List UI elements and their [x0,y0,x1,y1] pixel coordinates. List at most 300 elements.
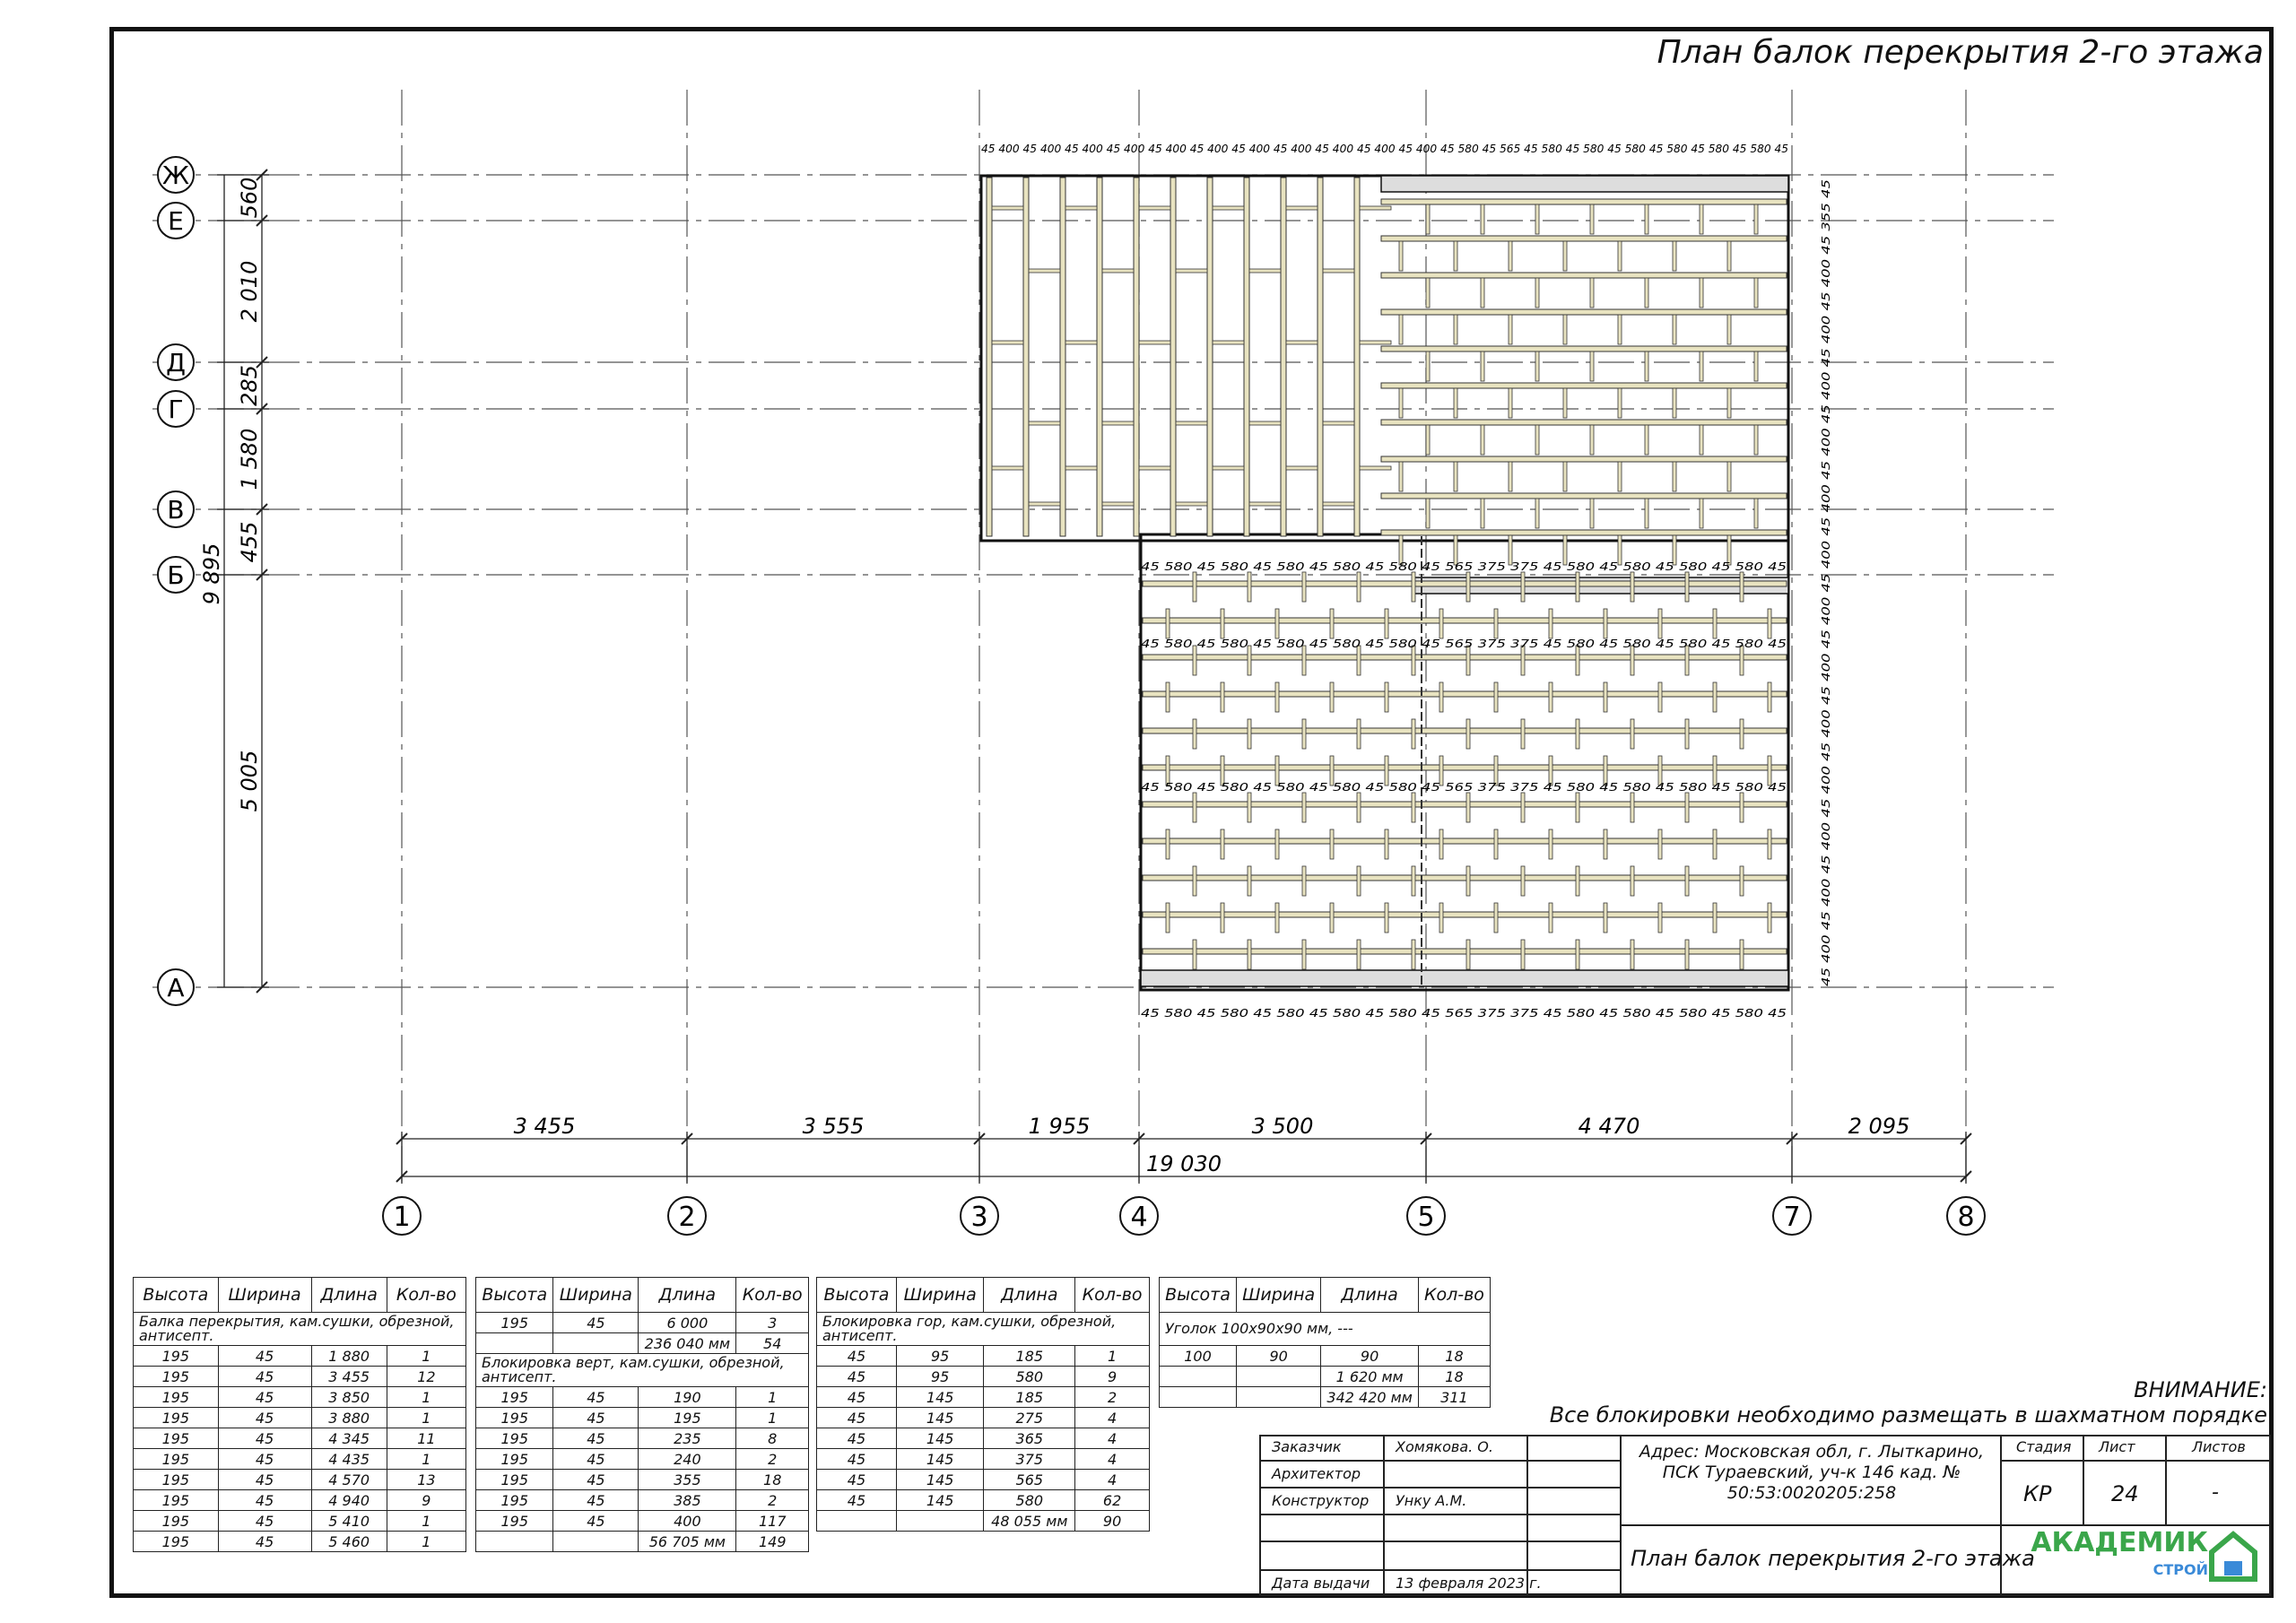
blocking [1563,315,1567,344]
architect-label: Архитектор [1272,1465,1361,1482]
axis-column-label: 8 [1957,1202,1975,1233]
blocking [1166,609,1170,638]
blocking [1248,940,1251,969]
table-row [134,1511,466,1532]
table-cell: 3 [736,1313,809,1333]
table-cell: 45 [553,1408,639,1428]
floor-beam [1381,346,1787,352]
blocking [1221,829,1224,859]
table-cell: 4 940 [311,1490,387,1511]
floor-beam [1381,236,1787,241]
blocking [1563,241,1567,271]
table-cell: 342 420 мм [1321,1387,1419,1408]
blocking [1323,269,1354,273]
table-header: Ширина [218,1278,311,1313]
table-header: Ширина [553,1278,639,1313]
blocking [1631,572,1634,602]
table-cell: 48 055 мм [984,1511,1075,1532]
dimension-chain-text: 45 580 45 580 45 580 45 580 45 580 45 565 375 375 45 580 45 580 45 580 45 580 45 [1141,638,1787,650]
table-cell: 9 [1075,1367,1150,1387]
table-cell: 62 [1075,1490,1150,1511]
table-cell: 45 [218,1408,311,1428]
blocking [1412,572,1415,602]
table-cell: 190 [639,1387,736,1408]
table-header: Ширина [1236,1278,1320,1313]
blocking [992,341,1023,344]
table-cell: 9 [387,1490,465,1511]
stage-label: Стадия [2016,1438,2072,1455]
blocking [1213,206,1244,210]
table-cell: 195 [134,1387,219,1408]
table-cell: 195 [639,1408,736,1428]
table-cell: 195 [134,1470,219,1490]
blocking [1700,278,1703,308]
table-row [817,1449,1150,1470]
blocking [1535,278,1539,308]
table-cell [896,1511,984,1532]
blocking [1357,719,1361,749]
sheets-label: Листов [2192,1438,2246,1455]
blocking [1302,719,1306,749]
table-row [817,1346,1150,1367]
table-cell: 185 [984,1346,1075,1367]
floor-beam [1244,178,1249,536]
table-cell: 95 [896,1367,984,1387]
table-cell: 4 [1075,1428,1150,1449]
table-cell: 4 570 [311,1470,387,1490]
table-cell [476,1532,553,1552]
table-cell: 195 [134,1346,219,1367]
blocking [1590,499,1594,528]
blocking [1302,793,1306,822]
floor-beam [1381,420,1787,425]
blocking [1713,903,1717,933]
table-cell: 90 [1321,1346,1419,1367]
blocking [1549,609,1552,638]
blocking [1426,499,1430,528]
blocking [1385,682,1388,712]
blocking [1323,502,1354,506]
table-header: Ширина [896,1278,984,1313]
table-cell: 4 [1075,1408,1150,1428]
floor-beam [1143,949,1787,954]
table-row [476,1387,809,1408]
blocking [1673,388,1676,418]
axis-row-label: В [167,495,185,525]
date-label: Дата выдачи [1272,1575,1370,1592]
table-cell: 145 [896,1428,984,1449]
blocking [1330,903,1334,933]
blocking [1549,829,1552,859]
table-cell: 385 [639,1490,736,1511]
table-cell: 145 [896,1449,984,1470]
customer-value: Хомякова. О. [1396,1438,1493,1455]
table-header: Кол-во [1418,1278,1490,1313]
blocking [1576,793,1579,822]
table-cell: 2 [736,1449,809,1470]
blocking [992,206,1023,210]
stage-value: КР [2023,1481,2052,1506]
table-cell: 45 [817,1408,897,1428]
blocking [1466,940,1470,969]
dimension-chain-text: 45 580 45 580 45 580 45 580 45 580 45 565 375 375 45 580 45 580 45 580 45 580 45 [1141,781,1787,794]
blocking [1029,421,1060,425]
blocking [1754,278,1758,308]
table-cell: 145 [896,1470,984,1490]
table-row [476,1449,809,1470]
table-group-title: Уголок 100х90х90 мм, --- [1160,1313,1491,1346]
table-cell: 1 [387,1408,465,1428]
blocking [1521,940,1525,969]
blocking [1286,341,1318,344]
table-cell: 45 [553,1511,639,1532]
blocking [1740,719,1744,749]
blocking [1412,866,1415,896]
blocking [1658,682,1662,712]
blocking [1166,829,1170,859]
blocking [1631,719,1634,749]
title-block-row [1259,1569,1622,1571]
warning-note [1550,1377,2267,1428]
table-cell: 45 [218,1511,311,1532]
date-value: 13 февраля 2023 г. [1396,1575,1542,1592]
table-cell: 5 410 [311,1511,387,1532]
table-cell: 45 [218,1367,311,1387]
table-cell: 4 435 [311,1449,387,1470]
table-cell: 13 [387,1470,465,1490]
table-cell: 195 [134,1511,219,1532]
spec-table-angles [1159,1277,1491,1408]
blocking [1213,466,1244,470]
table-cell: 236 040 мм [639,1333,736,1354]
table-cell: 195 [134,1428,219,1449]
dimension-chain-text: 45 580 45 580 45 580 45 580 45 580 45 565 375 375 45 580 45 580 45 580 45 580 45 [1141,1007,1787,1020]
table-cell: 1 [1075,1346,1150,1367]
table-cell: 195 [134,1449,219,1470]
table-row [134,1470,466,1490]
dimension-text: 2 010 [237,260,262,323]
table-cell: 149 [736,1532,809,1552]
blocking [1249,421,1281,425]
table-row [134,1532,466,1552]
blocking [1302,940,1306,969]
blocking [1645,425,1648,455]
blocking [1618,315,1622,344]
sheet-title-stamp: План балок перекрытия 2-го этажа [1631,1546,2035,1571]
blocking [1754,352,1758,381]
table-row [476,1490,809,1511]
blocking [1102,421,1134,425]
blocking [1193,719,1196,749]
dimension-total-text: 9 895 [199,542,224,605]
table-cell: 45 [218,1387,311,1408]
table-group-title: Блокировка гор, кам.сушки, обрезной, антисепт. [817,1313,1150,1346]
dimension-text: 2 095 [1848,1114,1910,1139]
blocking [1740,940,1744,969]
blocking [1509,462,1512,491]
table-cell: 45 [553,1490,639,1511]
designer-label: Конструктор [1272,1492,1370,1509]
table-cell: 90 [1236,1346,1320,1367]
blocking [1509,315,1512,344]
blocking [1302,572,1306,602]
blocking [1176,269,1207,273]
blocking [1426,204,1430,234]
blocking [1466,572,1470,602]
table-cell: 5 460 [311,1532,387,1552]
floor-beam [1143,691,1787,697]
table-cell: 580 [984,1367,1075,1387]
blocking [1275,903,1279,933]
blocking [1563,462,1567,491]
blocking [1673,241,1676,271]
table-cell: 1 [387,1511,465,1532]
blocking [1768,903,1771,933]
table-cell: 45 [817,1387,897,1408]
blocking [1700,204,1703,234]
blocking [1323,421,1354,425]
floor-beam [1143,765,1787,770]
table-cell: 45 [817,1428,897,1449]
axis-column-label: 4 [1130,1202,1148,1233]
table-cell [817,1511,897,1532]
table-row [1160,1346,1491,1367]
axis-row-label: Б [167,560,185,590]
axis-row-label: А [167,973,185,1002]
blocking [1494,609,1498,638]
blocking [1481,499,1484,528]
floor-beam [1023,178,1029,536]
table-cell: 4 [1075,1470,1150,1490]
table-cell: 195 [476,1387,553,1408]
sheets-value: - [2212,1481,2219,1504]
table-row [817,1470,1150,1490]
blocking [1494,682,1498,712]
blocking [1330,682,1334,712]
title-block-row [1259,1460,1622,1462]
table-cell: 18 [1418,1346,1490,1367]
blocking [1412,793,1415,822]
title-block-row [1259,1541,1622,1542]
table-header: Длина [984,1278,1075,1313]
blocking [1740,793,1744,822]
table-header: Высота [817,1278,897,1313]
blocking [1685,940,1689,969]
table-row [134,1449,466,1470]
table-cell: 2 [1075,1387,1150,1408]
spec-table-beams [133,1277,466,1552]
table-row [134,1387,466,1408]
blocking [1385,829,1388,859]
blocking [1439,903,1443,933]
project-address: Адрес: Московская обл, г. Лыткарино, ПСК Тураевский, уч-к 146 кад. № 50:53:0020205:258 [1639,1442,1985,1503]
building-outline [1141,534,1788,990]
blocking [1385,609,1388,638]
title-block-col [2083,1435,2084,1524]
blocking [1590,204,1594,234]
blocking [1139,341,1170,344]
table-cell: 45 [218,1428,311,1449]
blocking [1221,609,1224,638]
table-cell: 2 [736,1490,809,1511]
blocking [1426,352,1430,381]
table-cell: 56 705 мм [639,1532,736,1552]
blocking [1439,609,1443,638]
blocking [1399,462,1403,491]
blocking [1065,466,1097,470]
table-cell: 18 [1418,1367,1490,1387]
blocking [1618,241,1622,271]
table-group-row [817,1313,1150,1346]
blocking [1768,682,1771,712]
blocking [1768,829,1771,859]
table-row [817,1490,1150,1511]
axis-column-label: 7 [1783,1202,1801,1233]
blocking [1521,719,1525,749]
blocking [992,466,1023,470]
blocking [1700,499,1703,528]
table-group-title: Блокировка верт, кам.сушки, обрезной, антисепт. [476,1354,809,1387]
table-cell: 45 [817,1470,897,1490]
blocking [1754,204,1758,234]
blocking [1399,388,1403,418]
table-row [134,1428,466,1449]
blocking [1466,866,1470,896]
blocking [1248,719,1251,749]
table-row [476,1428,809,1449]
axis-column-label: 2 [678,1202,696,1233]
dimension-text: 1 580 [237,428,262,490]
table-cell: 145 [896,1408,984,1428]
table-cell: 45 [553,1387,639,1408]
blocking [1618,388,1622,418]
blocking [1454,388,1457,418]
floor-beam [1143,802,1787,807]
table-cell: 145 [896,1387,984,1408]
table-cell: 45 [218,1490,311,1511]
blocking [1645,499,1648,528]
blocking [1357,572,1361,602]
blocking [1275,682,1279,712]
floor-beam [1143,655,1787,660]
table-cell: 195 [476,1470,553,1490]
dimension-text: 3 500 [1251,1114,1314,1139]
table-row [817,1367,1150,1387]
table-cell: 1 [387,1449,465,1470]
blocking [1590,425,1594,455]
floor-beam [1381,309,1787,315]
blocking [1576,572,1579,602]
blocking [1439,829,1443,859]
table-cell: 4 345 [311,1428,387,1449]
table-row [134,1490,466,1511]
table-cell: 45 [817,1346,897,1367]
blocking [1330,609,1334,638]
table-cell: 195 [134,1490,219,1511]
axis-row-label: Д [166,348,186,378]
blocking [1645,204,1648,234]
table-row [476,1470,809,1490]
table-row [817,1511,1150,1532]
blocking [1166,682,1170,712]
blocking [1454,462,1457,491]
table-cell: 1 880 [311,1346,387,1367]
warning-heading: ВНИМАНИЕ: [2134,1377,2267,1402]
blocking [1399,241,1403,271]
spec-table-vertical-blocking [475,1277,809,1552]
title-block-row [2000,1460,2271,1462]
blocking [1740,572,1744,602]
blocking [1385,903,1388,933]
blocking [1065,341,1097,344]
floor-beam [1143,838,1787,844]
dimension-text: 3 555 [802,1114,865,1139]
blocking [1509,241,1512,271]
title-block-col [2000,1435,2002,1524]
blocking [1549,682,1552,712]
company-logo [2031,1527,2258,1584]
table-header: Кол-во [387,1278,465,1313]
designer-value: Унку А.М. [1396,1492,1467,1509]
floor-beam [1170,178,1176,536]
blocking [1521,572,1525,602]
table-row [476,1333,809,1354]
table-cell: 45 [553,1449,639,1470]
blocking [1357,866,1361,896]
blocking [1193,793,1196,822]
blocking [1399,315,1403,344]
table-row [476,1313,809,1333]
table-header: Высота [476,1278,553,1313]
floor-beam [1143,728,1787,733]
table-cell: 6 000 [639,1313,736,1333]
blocking [1754,425,1758,455]
house-logo-icon [2208,1531,2258,1583]
table-cell: 1 [736,1387,809,1408]
blocking [1576,940,1579,969]
table-cell: 1 [387,1532,465,1552]
blocking [1065,206,1097,210]
blocking [1481,425,1484,455]
floor-beam [987,178,992,536]
table-cell: 195 [476,1408,553,1428]
beam-framing [981,176,1788,990]
table-header: Длина [311,1278,387,1313]
blocking [1466,719,1470,749]
table-row [134,1408,466,1428]
table-cell: 100 [1160,1346,1237,1367]
table-cell: 195 [476,1511,553,1532]
floor-beam [1143,581,1787,586]
blocking [1727,315,1731,344]
table-cell: 195 [134,1367,219,1387]
table-cell: 45 [218,1532,311,1552]
blocking [1139,206,1170,210]
floor-beam [1097,178,1102,536]
rim-beam [1381,176,1788,192]
table-cell: 45 [218,1346,311,1367]
blocking [1727,241,1731,271]
blocking [1439,682,1443,712]
table-cell: 195 [134,1408,219,1428]
blocking [1727,388,1731,418]
blocking [1645,278,1648,308]
blocking [1360,466,1391,470]
blocking [1535,352,1539,381]
floor-beam [1381,456,1787,462]
blocking [1604,903,1607,933]
table-cell: 195 [476,1313,553,1333]
